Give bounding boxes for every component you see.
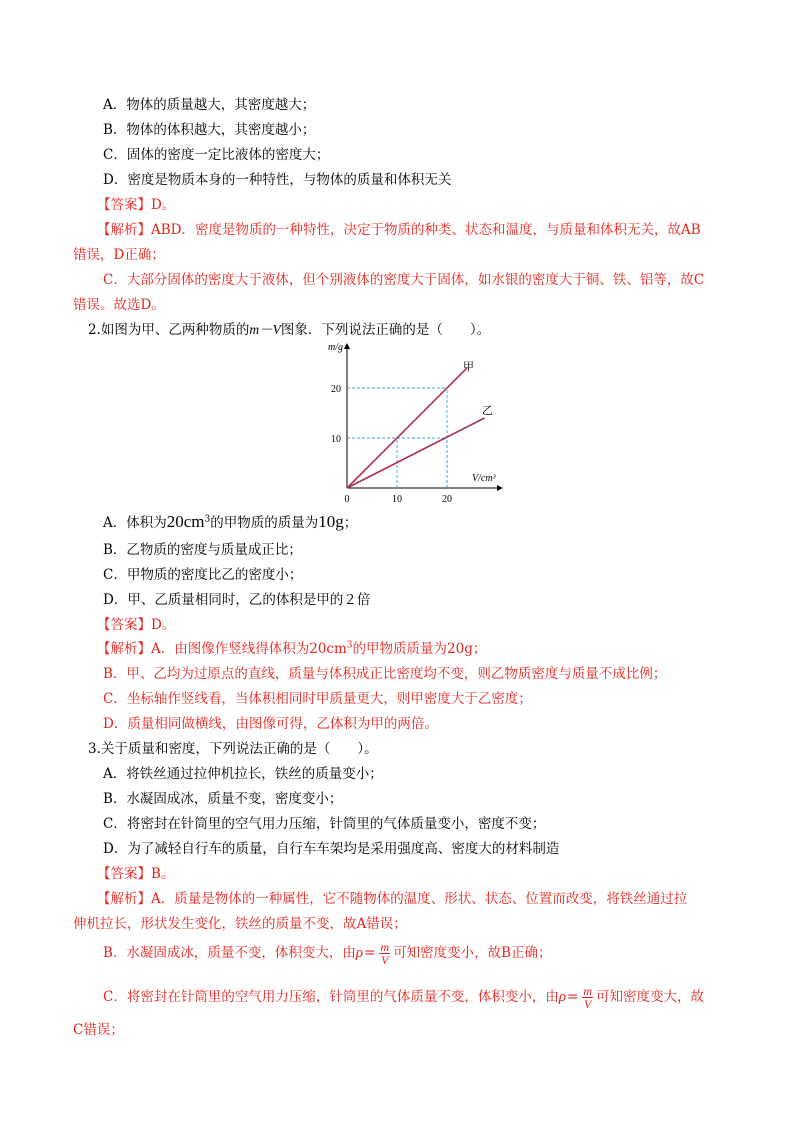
series-line-1 xyxy=(347,418,485,488)
q3-analysis-line-4 xyxy=(103,984,704,1010)
q1-analysis-line-2: 错误，D正确； xyxy=(73,247,165,263)
q3-option-d: D．为了减轻自行车的质量，自行车车架均是采用强度高、密度大的材料制造 xyxy=(103,841,560,857)
q3-analysis-c-text: C．将密封在针筒里的空气用力压缩，针筒里的气体质量不变，体积变小，由 xyxy=(103,989,559,1005)
chart-axes xyxy=(347,344,502,488)
q1-analysis-line-4: 错误。故选D。 xyxy=(73,297,165,313)
q1-option-a: A．物体的质量越大，其密度越大； xyxy=(103,97,316,113)
q1-answer: 【答案】D。 xyxy=(97,197,176,213)
x-tick-label-2: 20 xyxy=(442,494,452,503)
q3-option-b: B．水凝固成冰，质量不变，密度变小； xyxy=(103,791,343,807)
formula-numerator: m xyxy=(583,984,593,998)
q2-option-a-exponent: 3 xyxy=(204,514,211,525)
q3-analysis-b-text: B．水凝固成冰，质量不变，体积变大，由 xyxy=(103,945,356,961)
x-tick-label-0: 0 xyxy=(344,494,350,503)
q2-analysis-line-3: C．坐标轴作竖线看，当体积相同时甲质量更大，则甲密度大于乙密度； xyxy=(103,691,532,707)
q2-analysis-text: 【解析】A．由图像作竖线得体积为20cm xyxy=(97,641,347,657)
formula-equals: = xyxy=(567,989,579,1005)
q2-stem-variable: m－V xyxy=(249,322,281,337)
series-label-jia: 甲 xyxy=(463,361,474,373)
q2-analysis-exponent: 3 xyxy=(346,640,353,651)
series-lines xyxy=(347,368,485,488)
q2-analysis-line-4: D．质量相同做横线，由图像可得，乙体积为甲的两倍。 xyxy=(103,716,438,732)
formula-denominator: V xyxy=(381,953,389,967)
formula-denominator: V xyxy=(584,997,592,1011)
q1-option-b: B．物体的体积越大，其密度越小； xyxy=(103,122,316,138)
series-line-0 xyxy=(347,368,467,488)
q1-analysis-line-3: C．大部分固体的密度大于液体，但个别液体的密度大于固体，如水银的密度大于铜、铁、铝等，故C xyxy=(103,272,705,288)
q3-analysis-b-text-end: 可知密度变小，故B正确； xyxy=(393,945,552,961)
q2-stem-text: 2.如图为甲、乙两种物质的 xyxy=(88,322,250,338)
formula-fraction xyxy=(379,941,390,966)
q2-option-a-text-end: ； xyxy=(343,515,358,531)
formula-rho: ρ xyxy=(558,989,567,1005)
q3-option-c: C．将密封在针筒里的空气用力压缩，针筒里的气体质量变小，密度不变； xyxy=(103,816,546,832)
q3-stem: 3.关于质量和密度，下列说法正确的是（ ）。 xyxy=(88,741,378,757)
q2-option-c: C．甲物质的密度比乙的密度小； xyxy=(103,567,303,583)
q1-option-c: C．固体的密度一定比液体的密度大； xyxy=(103,147,330,163)
formula-fraction xyxy=(582,985,593,1010)
q2-option-a-volume: 20cm xyxy=(166,512,205,531)
q1-option-d: D．密度是物质本身的一种特性，与物体的质量和体积无关 xyxy=(103,172,452,188)
m-v-graph xyxy=(320,338,510,503)
q2-analysis-line-2: B．甲、乙均为过原点的直线，质量与体积成正比密度均不变，则乙物质密度与质量不成比例； xyxy=(103,666,667,682)
q2-stem-text-end: 图象．下列说法正确的是（ ）。 xyxy=(280,322,491,338)
q2-analysis-line-1 xyxy=(97,639,486,659)
q3-analysis-line-3 xyxy=(103,940,552,966)
y-axis-label: m/g xyxy=(328,342,343,353)
q2-option-a-text: A．体积为 xyxy=(103,515,167,531)
q2-option-a xyxy=(103,512,357,533)
q2-answer: 【答案】D。 xyxy=(97,617,176,633)
series-label-yi: 乙 xyxy=(482,405,493,417)
q2-analysis-text-end: 的甲物质质量为20g； xyxy=(352,641,487,657)
q2-stem xyxy=(88,320,490,340)
formula-equals: = xyxy=(364,945,376,961)
q3-option-a: A．将铁丝通过拉伸机拉长，铁丝的质量变小； xyxy=(103,766,383,782)
y-tick-label-1: 20 xyxy=(331,384,341,395)
q2-option-b: B．乙物质的密度与质量成正比； xyxy=(103,542,302,558)
formula-rho: ρ xyxy=(355,945,364,961)
formula-numerator: m xyxy=(380,940,390,954)
x-axis-label: V/cm³ xyxy=(472,473,496,484)
q3-analysis-c-text-end: 可知密度变大，故 xyxy=(596,989,705,1005)
y-tick-label-0: 10 xyxy=(331,434,341,445)
q1-analysis-line-1: 【解析】ABD．密度是物质的一种特性，决定于物质的种类、状态和温度，与质量和体积无关，故AB xyxy=(97,222,701,238)
q2-option-d: D．甲、乙质量相同时，乙的体积是甲的２倍 xyxy=(103,592,371,608)
q3-analysis-line-1: 【解析】A．质量是物体的一种属性，它不随物体的温度、形状、状态、位置而改变，将铁丝通过拉 xyxy=(97,891,688,907)
q3-analysis-line-5: C错误； xyxy=(73,1022,124,1038)
x-tick-label-1: 10 xyxy=(392,494,402,503)
q3-analysis-line-2: 伸机拉长，形状发生变化，铁丝的质量不变，故A错误； xyxy=(73,916,407,932)
q3-answer: 【答案】B。 xyxy=(97,866,175,882)
q2-option-a-mass: 10g xyxy=(318,512,344,531)
q2-option-a-text-mid: 的甲物质的质量为 xyxy=(210,515,319,531)
